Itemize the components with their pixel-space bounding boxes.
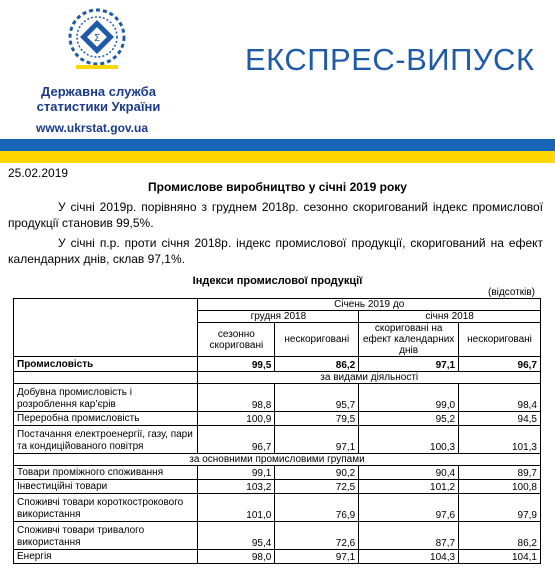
org-line-2: статистики України (36, 99, 161, 114)
section-heading-activity: за видами діяльності (198, 372, 541, 384)
header-col-1: сезонно скориговані (198, 323, 275, 357)
org-line-1: Державна служба (41, 84, 156, 99)
organization-name (36, 84, 161, 114)
express-release-title: ЕКСПРЕС-ВИПУСК (245, 42, 535, 77)
table-unit: (відсоткiв) (488, 287, 535, 298)
website-link[interactable]: www.ukrstat.gov.ua (36, 121, 149, 135)
header-top: Січень 2019 до (198, 299, 541, 311)
table-row: Постачання електроенергії, газу, пари та кондиційованого повітря 96,7 97,1 100,3 101,3 (14, 426, 541, 454)
header-col-2: нескориговані (275, 323, 359, 357)
flag-band-yellow (0, 151, 555, 163)
table-row: Енергія 98,0 97,1 104,3 104,1 (14, 550, 541, 564)
header-blank (14, 299, 198, 357)
table-title: Індекси промислової продукції (192, 275, 363, 287)
header-col-4: нескориговані (459, 323, 541, 357)
table-row-total: Промисловість 99,5 86,2 97,1 96,7 (14, 357, 541, 372)
header-col-3: скориговані на ефект календарних днів (359, 323, 459, 357)
release-date: 25.02.2019 (8, 166, 69, 180)
table-row: Споживчі товари тривалого використання 95,4 72,6 87,7 86,2 (14, 522, 541, 550)
header-group-2: січня 2018 (359, 311, 541, 323)
release-title: Промислове виробництво у січні 2019 року (148, 180, 407, 194)
svg-text:Σ: Σ (93, 33, 101, 44)
flag-band-blue (0, 139, 555, 151)
table-row: Переробна промисловість 100,9 79,5 95,2 94,5 (14, 412, 541, 426)
table-row: Інвестиційні товари 103,2 72,5 101,2 100,8 (14, 480, 541, 494)
paragraph-2: У січні п.р. проти січня 2018р. індекс промислової продукції, скоригований на ефект календарних днів, склав 97,1%. (8, 236, 543, 266)
table-row: Товари проміжного споживання 99,1 90,2 90,4 89,7 (14, 466, 541, 480)
index-table (13, 298, 541, 564)
paragraph-1: У січні 2019р. порівняно з груднем 2018р. сезонно скоригований індекс промислової продукції становив 99,5%. (8, 200, 543, 230)
table-row: Добувна промисловість і розроблення кар’єрів 98,8 95,7 99,0 98,4 (14, 384, 541, 412)
section-heading-groups: за основними промисловими групами (14, 454, 541, 466)
header-group-1: грудня 2018 (198, 311, 359, 323)
table-row: Споживчі товари короткострокового використання 101,0 76,9 97,6 97,9 (14, 494, 541, 522)
ukrstat-logo (68, 8, 126, 78)
